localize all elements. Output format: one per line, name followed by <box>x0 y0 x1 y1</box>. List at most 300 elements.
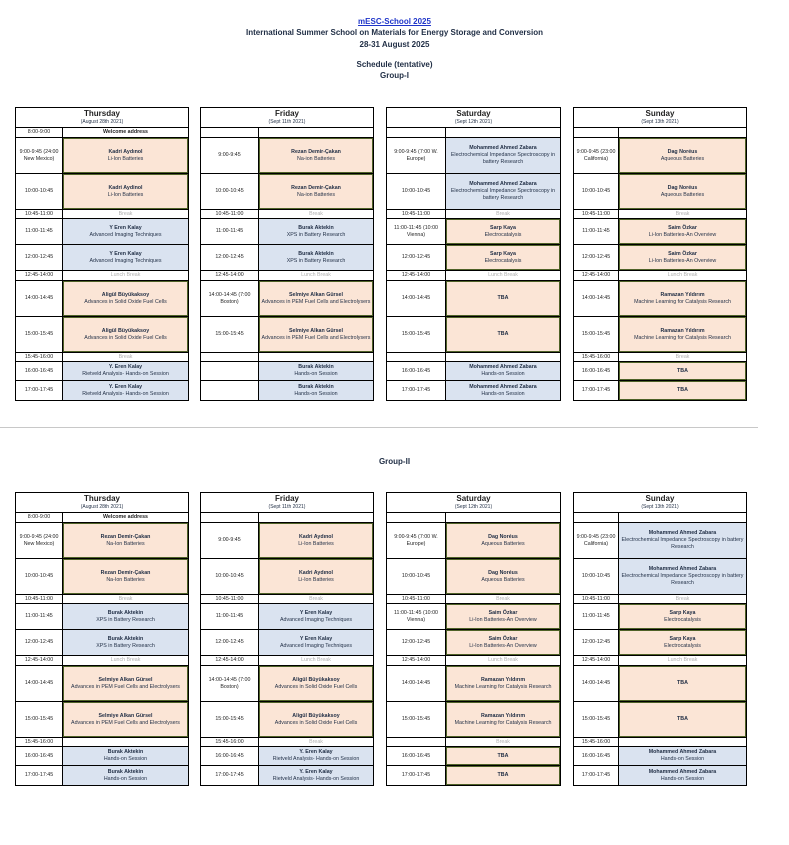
session-speaker: Break <box>118 595 133 602</box>
schedule-row <box>387 747 560 766</box>
schedule-row <box>387 656 560 666</box>
session-topic: Rietveld Analysis- Hands-on Session <box>82 371 169 377</box>
day-header <box>574 108 746 128</box>
day-date: (Sept 13th 2021) <box>641 504 679 510</box>
time-slot: 12:00-12:45 <box>574 630 619 655</box>
time-slot <box>387 353 446 361</box>
time-slot: 11:00-11:45 (10:00 Vienna) <box>387 604 446 629</box>
schedule-row <box>387 128 560 138</box>
session-cell <box>259 219 373 244</box>
session-speaker: Break <box>496 738 510 745</box>
session-cell <box>446 245 560 270</box>
time-slot: 9:00-9:45 (23:00 California) <box>574 138 619 173</box>
session-topic: Electrochemical Impedance Spectroscopy in battery Research <box>621 537 744 550</box>
school-dates: 28-31 August 2025 <box>359 40 430 49</box>
session-speaker: Dag Noréus <box>667 184 698 191</box>
session-cell <box>63 353 188 361</box>
session-cell <box>446 174 560 209</box>
session-cell <box>63 523 188 558</box>
session-speaker: Ramazan Yıldırım <box>480 676 526 683</box>
session-speaker: Sarp Kaya <box>669 635 696 642</box>
session-speaker: Lunch Break <box>488 272 518 278</box>
time-slot <box>201 513 259 522</box>
day-table-friday <box>200 107 374 401</box>
session-speaker: Welcome address <box>103 129 148 135</box>
session-speaker: TBA <box>497 295 509 301</box>
session-cell <box>446 362 560 380</box>
schedule-row <box>574 281 746 317</box>
session-speaker: TBA <box>497 331 509 337</box>
schedule-row <box>201 666 373 702</box>
schedule-row <box>574 362 746 381</box>
schedule-row <box>201 128 373 138</box>
schedule-row <box>16 245 188 271</box>
time-slot: 12:45-14:00 <box>574 271 619 280</box>
session-speaker: TBA <box>677 716 688 722</box>
session-speaker: TBA <box>497 772 509 778</box>
session-cell <box>63 630 188 655</box>
session-speaker: Mohammed Ahmed Zabara <box>648 530 717 536</box>
session-cell <box>259 317 373 352</box>
time-slot: 15:45-16:00 <box>574 353 619 361</box>
session-cell <box>619 128 746 137</box>
session-speaker: TBA <box>677 387 688 393</box>
session-speaker: Kadri Aydınol <box>108 148 143 155</box>
schedule-row <box>16 630 188 656</box>
session-cell <box>619 666 746 701</box>
session-topic: Hands-on Session <box>294 390 338 397</box>
schedule-row <box>574 702 746 738</box>
session-topic: Advances in Solid Oxide Fuel Cells <box>274 683 358 690</box>
session-cell <box>446 702 560 737</box>
session-cell <box>446 353 560 361</box>
session-cell <box>63 362 188 380</box>
day-header <box>387 493 560 513</box>
session-speaker: Ramazan Yıldırım <box>480 712 526 719</box>
schedule-row <box>574 138 746 174</box>
time-slot: 10:45-11:00 <box>574 595 619 603</box>
schedule-row <box>387 702 560 738</box>
session-speaker: Burak Aktekin <box>107 635 144 642</box>
session-topic: Li-Ion Batteries-An Overview <box>648 257 717 264</box>
session-topic: Na-Ion Batteries <box>106 540 145 547</box>
session-cell <box>446 281 560 316</box>
day-header <box>16 108 188 128</box>
session-cell <box>259 747 373 765</box>
session-topic: Na-ion Batteries <box>297 191 335 198</box>
schedule-row <box>16 595 188 604</box>
time-slot: 17:00-17:45 <box>16 766 63 785</box>
session-cell <box>619 630 746 655</box>
schedule-row <box>387 281 560 317</box>
day-date: (Sept 11th 2021) <box>268 504 306 510</box>
session-topic: Aqueous Batteries <box>481 576 525 583</box>
time-slot: 12:45-14:00 <box>387 271 446 280</box>
time-slot <box>387 738 446 746</box>
session-cell <box>619 138 746 173</box>
session-speaker: Break <box>675 210 690 217</box>
session-cell <box>619 353 746 361</box>
schedule-row <box>574 245 746 271</box>
session-cell <box>63 245 188 270</box>
schedule-row <box>387 513 560 523</box>
session-topic: Machine Learning for Catalysis Research <box>454 683 552 690</box>
schedule-row <box>201 604 373 630</box>
schedule-row <box>574 559 746 595</box>
time-slot: 10:00-10:45 <box>201 174 259 209</box>
schedule-row <box>387 595 560 604</box>
session-speaker: Dag Noréus <box>488 533 518 540</box>
session-cell <box>619 219 746 244</box>
session-cell <box>63 656 188 665</box>
schedule-row <box>387 381 560 400</box>
session-speaker: Break <box>496 210 510 217</box>
schedule-row <box>201 353 373 362</box>
time-slot <box>201 381 259 400</box>
schedule-row <box>574 523 746 559</box>
session-speaker: Mohammed Ahmed Zabara <box>469 383 537 390</box>
session-cell <box>619 174 746 209</box>
session-speaker: Mohammed Ahmed Zabara <box>648 566 717 572</box>
session-cell <box>619 245 746 270</box>
session-cell <box>619 559 746 594</box>
time-slot <box>387 513 446 522</box>
session-speaker: Break <box>118 353 133 360</box>
time-slot: 10:45-11:00 <box>16 210 63 218</box>
session-topic: Li-Ion Batteries <box>298 540 334 547</box>
session-cell <box>446 128 560 137</box>
schedule-row <box>574 604 746 630</box>
time-slot: 14:00-14:45 <box>574 281 619 316</box>
session-speaker: Rezan Demir-Çakan <box>100 569 151 576</box>
day-name: Saturday <box>456 494 491 503</box>
day-date: (Sept 11th 2021) <box>268 119 306 125</box>
schedule-row <box>387 738 560 747</box>
time-slot: 12:00-12:45 <box>16 245 63 270</box>
session-speaker: Kadri Aydinol <box>108 184 143 191</box>
session-cell <box>446 656 560 665</box>
schedule-row <box>201 656 373 666</box>
session-speaker: Mohammed Ahmed Zabara <box>469 181 537 187</box>
session-cell <box>446 604 560 629</box>
time-slot: 10:45-11:00 <box>16 595 63 603</box>
schedule-row <box>574 747 746 766</box>
day-date: (Sept 12th 2021) <box>454 504 493 510</box>
session-topic: Electrochemical Impedance Spectroscopy in battery Research <box>450 152 556 165</box>
session-speaker: Mohammed Ahmed Zabara <box>469 145 537 151</box>
session-topic: Electrochemical Impedance Spectroscopy in battery Research <box>621 573 744 586</box>
time-slot: 15:45-16:00 <box>201 738 259 746</box>
session-cell <box>446 595 560 603</box>
session-speaker: Rezan Demir-Çakan <box>291 148 341 155</box>
session-speaker: Selmiye Alkan Gürsel <box>289 291 343 298</box>
session-cell <box>446 747 560 765</box>
session-speaker: Burak Aktekin <box>107 749 144 755</box>
time-slot: 10:00-10:45 <box>16 174 63 209</box>
time-slot: 11:00-11:45 (10:00 Vienna) <box>387 219 446 244</box>
time-slot: 15:00-15:45 <box>574 317 619 352</box>
time-slot: 12:45-14:00 <box>16 271 63 280</box>
time-slot: 15:45-16:00 <box>574 738 619 746</box>
session-cell <box>63 174 188 209</box>
time-slot: 10:00-10:45 <box>201 559 259 594</box>
time-slot: 16:00-16:45 <box>16 747 63 765</box>
session-speaker: Saim Özkar <box>488 635 518 642</box>
day-header <box>201 108 373 128</box>
session-speaker: Selmiye Alkan Gürsel <box>98 712 153 719</box>
session-speaker: Burak Aktekin <box>298 250 334 257</box>
schedule-row <box>387 353 560 362</box>
session-cell <box>446 219 560 244</box>
day-date: (Sept 12th 2021) <box>454 119 493 125</box>
session-topic: Machine Learning for Catalysis Research <box>634 334 731 341</box>
schedule-row <box>201 595 373 604</box>
session-cell <box>259 702 373 737</box>
day-header <box>387 108 560 128</box>
session-speaker: Mohammed Ahmed Zabara <box>648 749 717 755</box>
day-table-sunday <box>573 492 747 786</box>
session-speaker: TBA <box>677 680 688 686</box>
time-slot: 15:45-16:00 <box>16 353 63 361</box>
schedule-row <box>574 656 746 666</box>
session-cell <box>63 281 188 316</box>
session-cell <box>63 559 188 594</box>
schedule-row <box>574 595 746 604</box>
session-topic: Li-Ion Batteries-An Overview <box>469 642 537 649</box>
session-speaker: Ramazan Yıldırım <box>660 327 705 334</box>
schedule-row <box>16 174 188 210</box>
schedule-row <box>387 271 560 281</box>
session-cell <box>259 271 373 280</box>
session-cell <box>63 128 188 137</box>
session-topic: Na-Ion Batteries <box>106 576 145 583</box>
session-cell <box>446 317 560 352</box>
group1-label: Group-I <box>380 71 409 80</box>
schedule-row <box>574 210 746 219</box>
day-date: (August 28th 2021) <box>80 119 124 125</box>
time-slot: 10:00-10:45 <box>387 559 446 594</box>
schedule-row <box>574 666 746 702</box>
session-cell <box>63 513 188 522</box>
time-slot: 16:00-16:45 <box>387 747 446 765</box>
schedule-row <box>574 738 746 747</box>
day-table-saturday <box>386 492 561 786</box>
time-slot: 10:45-11:00 <box>574 210 619 218</box>
session-speaker: Saim Özkar <box>668 224 697 231</box>
session-cell <box>259 595 373 603</box>
time-slot: 16:00-16:45 <box>16 362 63 380</box>
time-slot: 9:00-9:45 (23:00 California) <box>574 523 619 558</box>
session-topic: Electrocatalysis <box>664 642 701 649</box>
time-slot: 14:00-14:45 <box>387 281 446 316</box>
session-topic: Aqueous Batteries <box>481 540 525 547</box>
session-speaker: Lunch Break <box>488 657 518 663</box>
session-cell <box>259 174 373 209</box>
session-cell <box>63 604 188 629</box>
schedule-row <box>387 219 560 245</box>
schedule-row <box>201 138 373 174</box>
schedule-row <box>574 174 746 210</box>
time-slot: 10:45-11:00 <box>387 595 446 603</box>
time-slot: 15:45-16:00 <box>16 738 63 746</box>
session-cell <box>259 381 373 400</box>
time-slot: 12:00-12:45 <box>574 245 619 270</box>
section-divider <box>0 427 758 428</box>
schedule-row <box>387 604 560 630</box>
session-speaker: Lunch Break <box>667 272 698 278</box>
session-topic: Li-Ion Batteries-An Overview <box>648 231 717 238</box>
session-cell <box>619 702 746 737</box>
schedule-row <box>387 766 560 785</box>
session-speaker: TBA <box>677 367 688 374</box>
session-topic: Advances in Solid Oxide Fuel Cells <box>84 298 167 305</box>
session-topic: Electrocatalysis <box>484 231 522 238</box>
time-slot: 17:00-17:45 <box>201 766 259 785</box>
session-cell <box>63 666 188 701</box>
session-cell <box>259 362 373 380</box>
session-speaker: Y Eren Kalay <box>109 224 142 231</box>
schedule-row <box>16 362 188 381</box>
session-cell <box>259 559 373 594</box>
schedule-row <box>201 317 373 353</box>
session-cell <box>259 630 373 655</box>
session-topic: Advances in PEM Fuel Cells and Electrolysers <box>71 719 180 726</box>
schedule-row <box>574 766 746 785</box>
session-cell <box>259 210 373 218</box>
schedule-row <box>16 353 188 362</box>
schedule-row <box>574 353 746 362</box>
time-slot <box>574 128 619 137</box>
session-speaker: Y Eren Kalay <box>299 609 333 616</box>
session-cell <box>619 281 746 316</box>
schedule-row <box>574 219 746 245</box>
session-cell <box>446 513 560 522</box>
session-speaker: Mohammed Ahmed Zabara <box>648 768 717 775</box>
time-slot: 10:00-10:45 <box>16 559 63 594</box>
schedule-row <box>387 362 560 381</box>
session-topic: Hands-on Session <box>103 756 148 762</box>
schedule-row <box>16 381 188 400</box>
session-speaker: Y. Eren Kalay <box>108 383 143 390</box>
time-slot: 9:00-9:45 (24:00 New Mexico) <box>16 523 63 558</box>
session-topic: Electrocatalysis <box>664 616 701 623</box>
time-slot <box>201 128 259 137</box>
session-topic: Li-Ion Batteries <box>298 576 334 583</box>
session-cell <box>619 210 746 218</box>
schedule-row <box>16 747 188 766</box>
school-title-link[interactable]: mESC-School 2025 <box>358 17 431 26</box>
session-speaker: Y Eren Kalay <box>299 635 333 642</box>
session-cell <box>446 210 560 218</box>
day-name: Sunday <box>645 109 675 118</box>
session-topic: Machine Learning for Catalysis Research <box>454 719 552 726</box>
schedule-row <box>574 271 746 281</box>
session-topic: XPS in Battery Research <box>286 231 346 238</box>
session-speaker: Lunch Break <box>301 272 331 278</box>
session-cell <box>446 381 560 400</box>
session-speaker: Break <box>675 595 690 602</box>
session-speaker: Selmiye Alkan Gürsel <box>98 676 153 683</box>
schedule-row <box>387 138 560 174</box>
session-speaker: Burak Aktekin <box>298 364 334 370</box>
session-cell <box>259 513 373 522</box>
session-cell <box>259 138 373 173</box>
time-slot: 12:45-14:00 <box>574 656 619 665</box>
session-cell <box>63 381 188 400</box>
session-topic: Advances in PEM Fuel Cells and Electrolysers <box>261 334 371 341</box>
time-slot: 12:45-14:00 <box>201 656 259 665</box>
time-slot: 10:45-11:00 <box>201 595 259 603</box>
session-cell <box>259 604 373 629</box>
time-slot: 15:00-15:45 <box>387 702 446 737</box>
session-topic: XPS in Battery Research <box>286 257 346 264</box>
session-speaker: Saim Özkar <box>668 250 697 257</box>
time-slot: 9:00-9:45 (24:00 New Mexico) <box>16 138 63 173</box>
session-speaker: Break <box>309 595 323 602</box>
time-slot: 9:00-9:45 <box>201 523 259 558</box>
time-slot: 15:00-15:45 <box>201 317 259 352</box>
day-header <box>16 493 188 513</box>
session-cell <box>259 738 373 746</box>
session-cell <box>259 523 373 558</box>
session-topic: Hands-on Session <box>294 371 338 377</box>
schedule-row <box>574 381 746 400</box>
day-name: Thursday <box>83 494 120 503</box>
session-speaker: Selmiye Alkan Gürsel <box>289 327 343 334</box>
session-speaker: Sarp Kaya <box>490 224 516 231</box>
schedule-row <box>16 513 188 523</box>
schedule-row <box>387 174 560 210</box>
time-slot: 16:00-16:45 <box>574 747 619 765</box>
session-topic: Advanced Imaging Techniques <box>89 231 162 238</box>
schedule-row <box>201 245 373 271</box>
session-speaker: Burak Aktekin <box>107 609 144 616</box>
day-date: (August 28th 2021) <box>80 504 124 510</box>
session-cell <box>259 666 373 701</box>
time-slot <box>387 128 446 137</box>
session-cell <box>63 317 188 352</box>
time-slot: 10:45-11:00 <box>201 210 259 218</box>
session-cell <box>446 738 560 746</box>
session-speaker: Break <box>309 210 323 217</box>
day-table-sunday <box>573 107 747 401</box>
session-speaker: Dag Noréus <box>667 148 698 155</box>
session-topic: Hands-on Session <box>660 756 705 762</box>
session-speaker: Y. Eren Kalay <box>299 768 333 775</box>
session-cell <box>446 138 560 173</box>
schedule-row <box>574 630 746 656</box>
session-cell <box>619 738 746 746</box>
session-cell <box>63 747 188 765</box>
schedule-row <box>16 128 188 138</box>
schedule-row <box>387 630 560 656</box>
schedule-row <box>387 523 560 559</box>
session-topic: Hands-on Session <box>660 775 705 782</box>
day-name: Sunday <box>645 494 675 503</box>
session-speaker: Burak Aktekin <box>107 768 144 775</box>
session-cell <box>619 656 746 665</box>
time-slot: 11:00-11:45 <box>574 604 619 629</box>
session-speaker: Lunch Break <box>110 272 141 278</box>
schedule-row <box>16 559 188 595</box>
schedule-label: Schedule (tentative) <box>356 60 433 69</box>
session-cell <box>259 766 373 785</box>
time-slot: 14:00-14:45 <box>387 666 446 701</box>
day-table-thursday <box>15 492 189 786</box>
time-slot: 17:00-17:45 <box>574 766 619 785</box>
time-slot: 12:00-12:45 <box>16 630 63 655</box>
time-slot: 14:00-14:45 <box>574 666 619 701</box>
